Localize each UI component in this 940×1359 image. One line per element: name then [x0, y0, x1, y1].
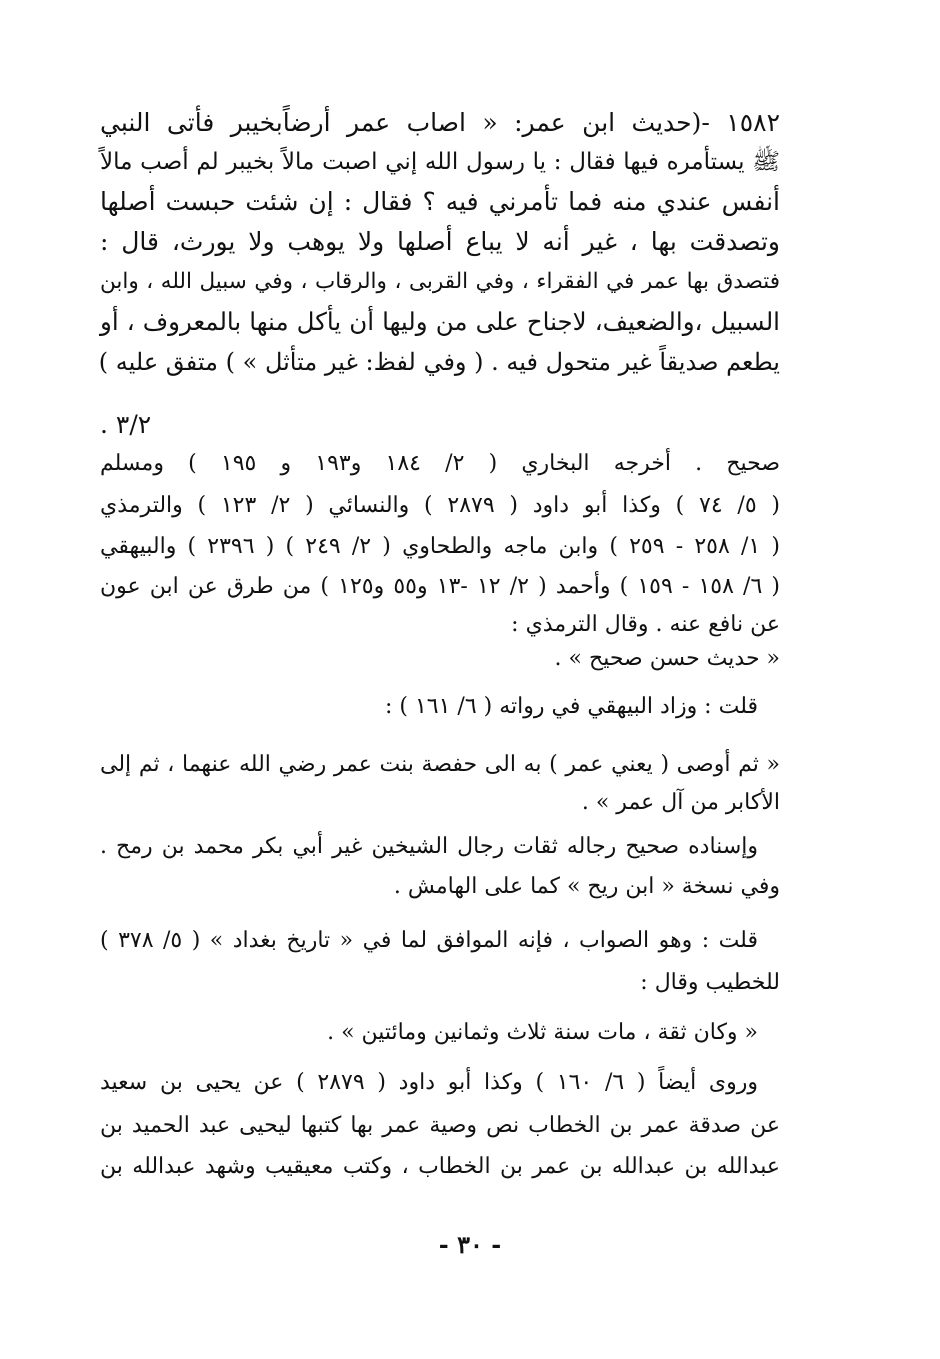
hadith-line: يطعم صديقاً غير متحول فيه . ( وفي لفظ: غير متأثل » ) متفق عليه ) [98, 348, 780, 376]
page-number: - ٣٠ - [438, 1230, 502, 1259]
rawa-line: وروى أيضاً ( ٦/ ١٦٠ ) وكذا أبو داود ( ٢٨٧٩ ) عن يحيى بن سعيد [100, 1070, 759, 1095]
document-page [100, 0, 780, 1359]
takhrij-line: ( ٥/ ٧٤ ) وكذا أبو داود ( ٢٨٧٩ ) والنسائي ( ٢/ ١٢٣ ) والترمذي [100, 493, 781, 518]
takhrij-line: « حديث حسن صحيح » . [554, 646, 780, 671]
hadith-line: أنفس عندي منه فما تأمرني فيه ؟ فقال : إن شئت حبست أصلها [100, 187, 780, 216]
hadith-line: فتصدق بها عمر في الفقراء ، وفي القربى ، والرقاب ، وفي سبيل الله ، وابن [100, 269, 780, 294]
hadith-line: وتصدقت بها ، غير أنه لا يباع أصلها ولا يوهب ولا يورث، قال : [100, 227, 780, 256]
wasiya-line: « ثم أوصى ( يعني عمر ) به الى حفصة بنت عمر رضي الله عنهما ، ثم إلى [100, 752, 780, 777]
hadith-line: ﷺ يستأمره فيها فقال : يا رسول الله إني اصبت مالاً بخيبر لم أصب مالاً [100, 149, 780, 175]
qultu-line: قلت : وهو الصواب ، فإنه الموافق لما في « تاريخ بغداد » ( ٥/ ٣٧٨ ) [100, 928, 758, 953]
rawa-line: عن صدقة عمر بن الخطاب نص وصية عمر بها كتبها ليحيى عبد الحميد بن [100, 1113, 781, 1138]
isnad-line: وإسناده صحيح رجاله ثقات رجال الشيخين غير أبي بكر محمد بن رمح . [100, 834, 758, 859]
hadith-line: ١٥٨٢ -(حديث ابن عمر: « اصاب عمر أرضاًبخيبر فأتى النبي [100, 108, 780, 137]
wasiya-line: الأكابر من آل عمر » . [581, 790, 780, 815]
hadith-line: ٣/٢ . [100, 410, 152, 439]
hadith-line: السبيل ،والضعيف، لاجناح على من وليها أن يأكل منها بالمعروف ، أو [100, 307, 780, 336]
takhrij-line: صحيح . أخرجه البخاري ( ٢/ ١٨٤ و١٩٣ و ١٩٥ ) ومسلم [100, 451, 780, 476]
takhrij-line: ( ٦/ ١٥٨ - ١٥٩ ) وأحمد ( ٢/ ١٢ -١٣ و٥٥ و١٢٥ ) من طرق عن ابن عون [100, 574, 781, 599]
qultu-line: للخطيب وقال : [640, 970, 780, 995]
isnad-line: وفي نسخة « ابن ريح » كما على الهامش . [393, 874, 780, 899]
rawa-line: عبدالله بن عبدالله بن عمر بن الخطاب ، وكتب معيقيب وشهد عبدالله بن [100, 1154, 780, 1179]
thiqa-quote: « وكان ثقة ، مات سنة ثلاث وثمانين ومائتين » . [327, 1020, 758, 1045]
bayhaqi-paragraph: قلت : وزاد البيهقي في رواته ( ٦/ ١٦١ ) : [384, 694, 758, 719]
takhrij-line: عن نافع عنه . وقال الترمذي : [511, 612, 780, 637]
takhrij-line: ( ١/ ٢٥٨ - ٢٥٩ ) وابن ماجه والطحاوي ( ٢/ ٢٤٩ ) ( ٢٣٩٦ ) والبيهقي [100, 534, 780, 559]
